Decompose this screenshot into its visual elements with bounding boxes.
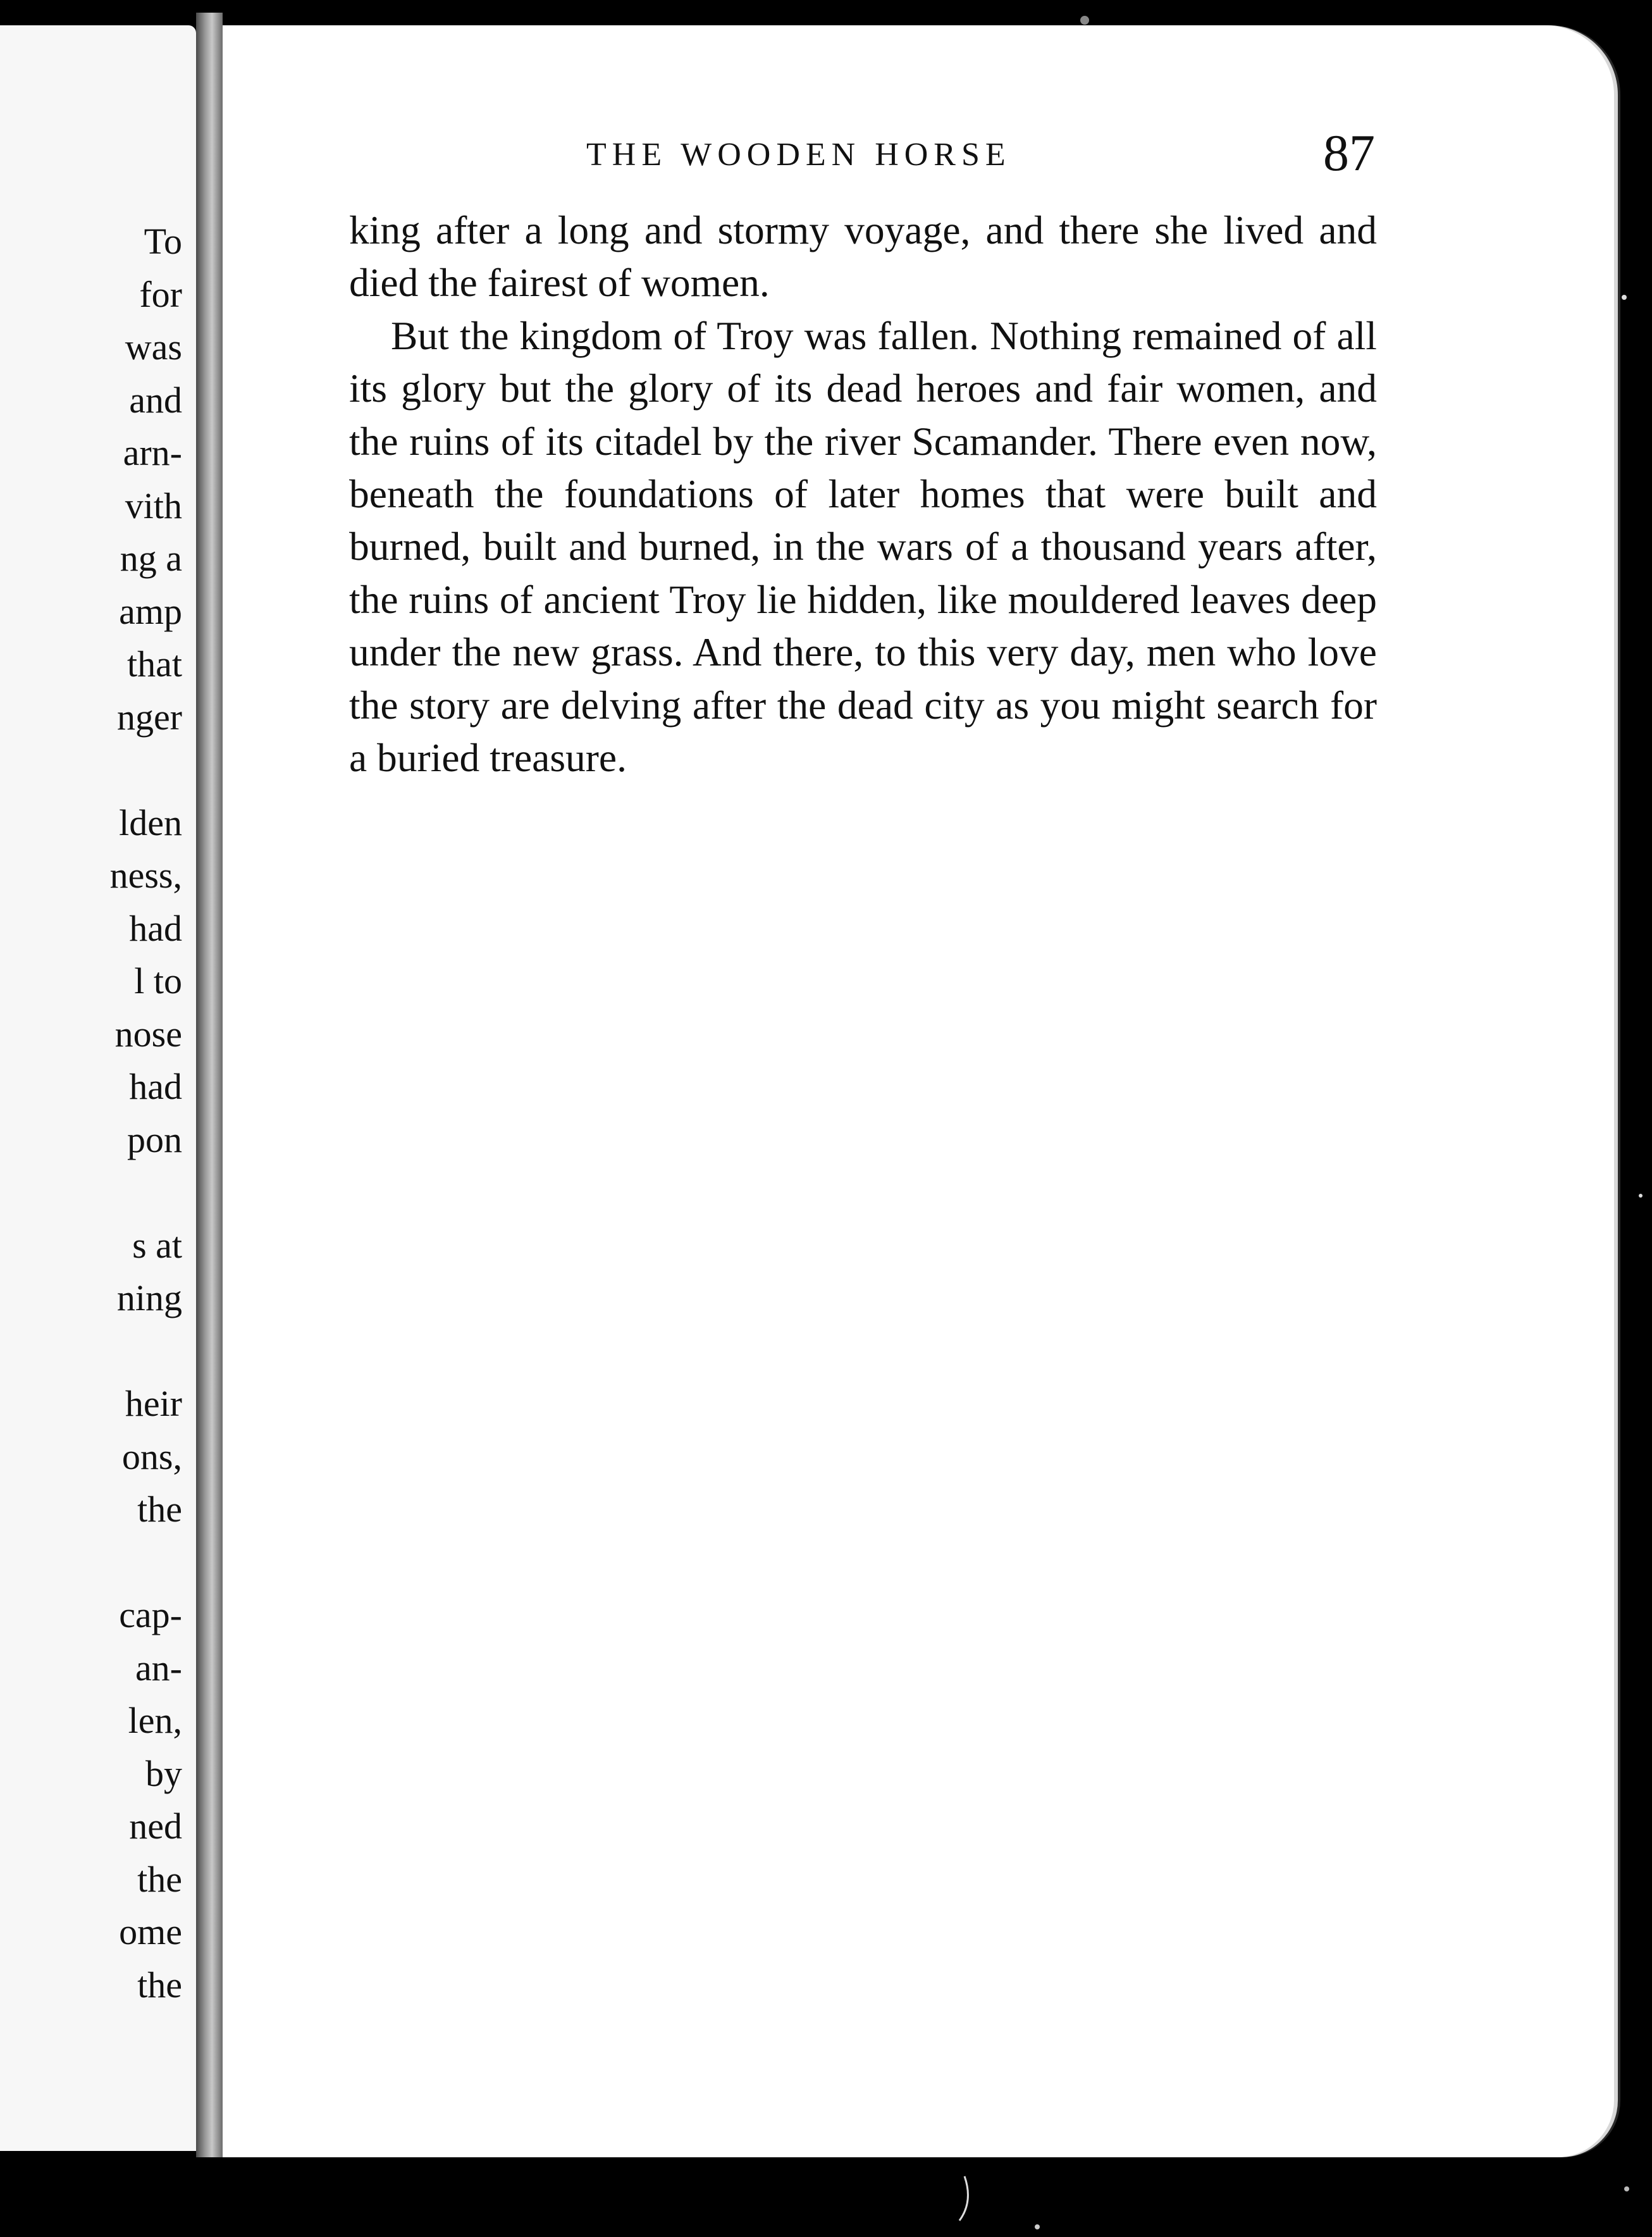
facing-line bbox=[110, 743, 182, 796]
dust-speck bbox=[1639, 1194, 1643, 1198]
facing-page bbox=[0, 25, 196, 2151]
facing-line: ons, bbox=[121, 1435, 182, 1477]
facing-line: cap- bbox=[119, 1594, 182, 1635]
running-head: THE WOODEN HORSE bbox=[586, 137, 1011, 173]
facing-line: pon bbox=[127, 1118, 182, 1160]
page-number: 87 bbox=[1323, 124, 1375, 182]
facing-line: To bbox=[144, 221, 182, 262]
facing-line bbox=[110, 1166, 182, 1219]
facing-line: that bbox=[127, 643, 182, 685]
facing-line: by bbox=[145, 1752, 182, 1794]
dust-speck bbox=[959, 2176, 968, 2221]
facing-line: lden bbox=[119, 802, 182, 843]
facing-line: had bbox=[129, 907, 182, 949]
current-page bbox=[223, 25, 1614, 2157]
paragraph: But the kingdom of Troy was fallen. Nothing remained of all its glory but the glory of its dead heroes and fair women, and the ruins of its citadel by the river Scamander. There even now, beneath the foundations of later homes that were built and burned, built and burned, in the wars of a thousand years after, the ruins of ancient Troy lie hidden, like mouldered leaves deep under the new grass. And there, to this very day, men who love the story are delving after the dead city as you might search for a buried treasure. bbox=[349, 313, 1377, 781]
facing-line: had bbox=[129, 1066, 182, 1107]
facing-line: arn- bbox=[123, 432, 182, 473]
facing-line: l to bbox=[134, 960, 182, 1001]
facing-line: was bbox=[125, 326, 182, 368]
facing-line: the bbox=[137, 1489, 182, 1530]
facing-line: vith bbox=[125, 485, 182, 526]
facing-line: ome bbox=[119, 1911, 182, 1952]
facing-line: and bbox=[129, 379, 182, 421]
dust-speck bbox=[1080, 16, 1089, 25]
facing-line: ning bbox=[116, 1277, 182, 1318]
facing-line: len, bbox=[128, 1700, 182, 1741]
body-text bbox=[349, 204, 1377, 784]
book-spine-gutter bbox=[196, 13, 223, 2157]
facing-line: the bbox=[137, 1858, 182, 1900]
facing-page-text bbox=[110, 215, 182, 2011]
facing-line bbox=[110, 1325, 182, 1378]
facing-line: nger bbox=[116, 696, 182, 738]
facing-line: heir bbox=[125, 1383, 182, 1424]
facing-line: ng a bbox=[120, 538, 182, 579]
facing-line bbox=[110, 1536, 182, 1589]
facing-line: ned bbox=[129, 1806, 182, 1847]
facing-line: amp bbox=[119, 590, 182, 632]
facing-line: ness, bbox=[109, 855, 182, 896]
facing-line: nose bbox=[114, 1013, 182, 1055]
dust-speck bbox=[1035, 2224, 1040, 2229]
paragraph: king after a long and stormy voyage, and there she lived and died the fairest of women. bbox=[349, 208, 1377, 306]
dust-speck bbox=[1624, 2186, 1629, 2191]
facing-line: s at bbox=[132, 1224, 182, 1266]
facing-line: for bbox=[139, 273, 182, 315]
dust-speck bbox=[1622, 295, 1627, 300]
facing-line: an- bbox=[135, 1647, 182, 1689]
facing-line: the bbox=[137, 1964, 182, 2005]
